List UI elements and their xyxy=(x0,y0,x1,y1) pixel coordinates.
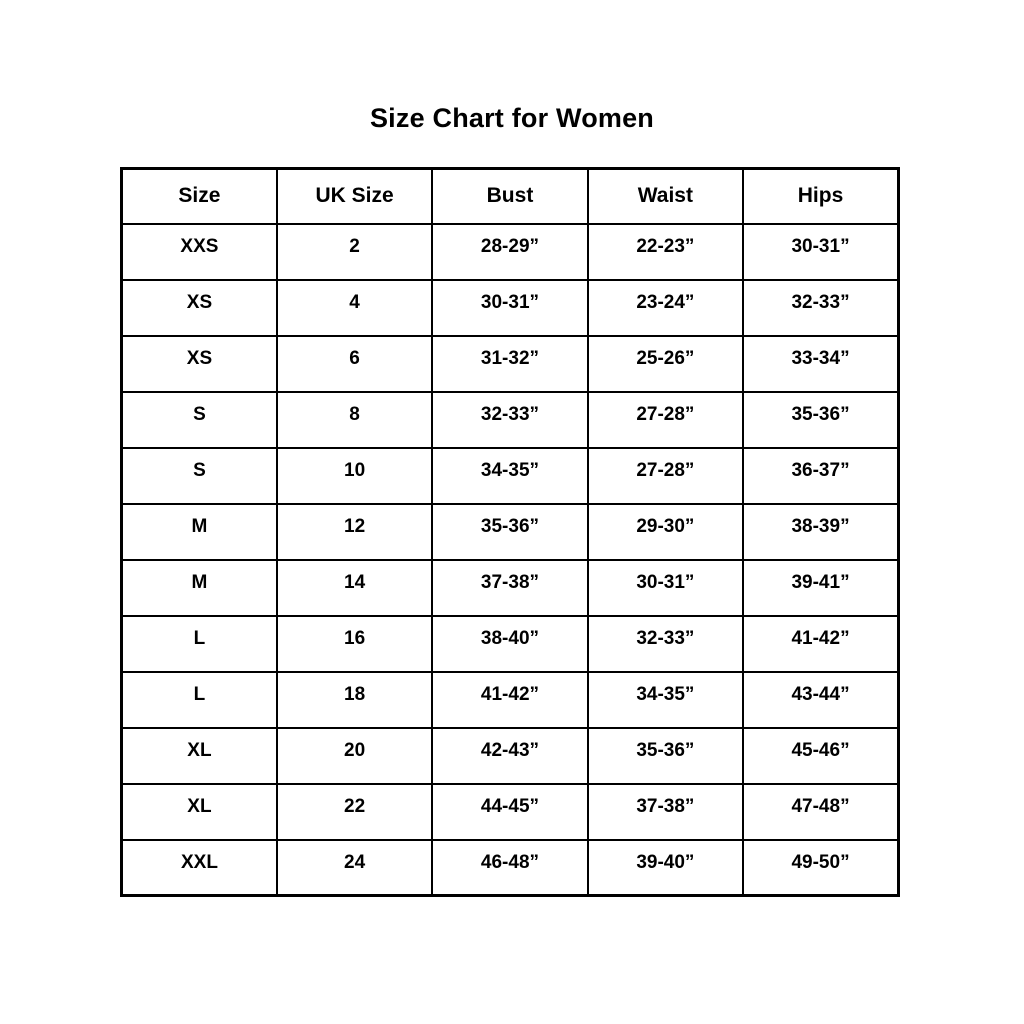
table-cell: XL xyxy=(122,784,277,840)
table-cell: 39-40” xyxy=(588,840,743,896)
table-cell: 38-39” xyxy=(743,504,898,560)
table-cell: 10 xyxy=(277,448,432,504)
table-row xyxy=(122,840,899,896)
table-cell: 25-26” xyxy=(588,336,743,392)
table-cell: 16 xyxy=(277,616,432,672)
table-cell: 35-36” xyxy=(432,504,587,560)
table-cell: 27-28” xyxy=(588,448,743,504)
table-cell: S xyxy=(122,448,277,504)
table-cell: 12 xyxy=(277,504,432,560)
table-row xyxy=(122,504,899,560)
table-cell: 47-48” xyxy=(743,784,898,840)
table-cell: 34-35” xyxy=(432,448,587,504)
table-row xyxy=(122,280,899,336)
table-cell: L xyxy=(122,616,277,672)
table-cell: 31-32” xyxy=(432,336,587,392)
table-cell: 29-30” xyxy=(588,504,743,560)
table-cell: 23-24” xyxy=(588,280,743,336)
table-cell: 46-48” xyxy=(432,840,587,896)
table-cell: 35-36” xyxy=(743,392,898,448)
table-cell: 41-42” xyxy=(432,672,587,728)
table-cell: S xyxy=(122,392,277,448)
table-cell: 2 xyxy=(277,224,432,280)
size-table-header xyxy=(122,169,899,224)
table-cell: 32-33” xyxy=(588,616,743,672)
table-cell: 34-35” xyxy=(588,672,743,728)
size-chart-table xyxy=(120,167,900,897)
table-cell: L xyxy=(122,672,277,728)
table-cell: 22-23” xyxy=(588,224,743,280)
table-cell: 30-31” xyxy=(588,560,743,616)
table-cell: 28-29” xyxy=(432,224,587,280)
table-cell: 38-40” xyxy=(432,616,587,672)
column-header-uk-size: UK Size xyxy=(277,169,432,224)
table-cell: 43-44” xyxy=(743,672,898,728)
table-cell: 37-38” xyxy=(432,560,587,616)
table-cell: 6 xyxy=(277,336,432,392)
table-cell: 39-41” xyxy=(743,560,898,616)
table-cell: 20 xyxy=(277,728,432,784)
table-cell: 32-33” xyxy=(432,392,587,448)
table-row xyxy=(122,616,899,672)
table-cell: XS xyxy=(122,280,277,336)
table-cell: 18 xyxy=(277,672,432,728)
table-row xyxy=(122,224,899,280)
table-row xyxy=(122,560,899,616)
table-cell: M xyxy=(122,560,277,616)
header-row xyxy=(122,169,899,224)
column-header-size: Size xyxy=(122,169,277,224)
table-cell: 24 xyxy=(277,840,432,896)
size-table-body xyxy=(122,224,899,896)
table-cell: 42-43” xyxy=(432,728,587,784)
table-row xyxy=(122,392,899,448)
table-cell: 33-34” xyxy=(743,336,898,392)
table-cell: 45-46” xyxy=(743,728,898,784)
table-cell: XXS xyxy=(122,224,277,280)
table-cell: 44-45” xyxy=(432,784,587,840)
chart-title: Size Chart for Women xyxy=(369,103,655,133)
column-header-waist: Waist xyxy=(588,169,743,224)
table-cell: 49-50” xyxy=(743,840,898,896)
table-cell: 27-28” xyxy=(588,392,743,448)
table-row xyxy=(122,728,899,784)
table-row xyxy=(122,672,899,728)
table-cell: 41-42” xyxy=(743,616,898,672)
table-cell: 8 xyxy=(277,392,432,448)
table-cell: 22 xyxy=(277,784,432,840)
table-cell: 14 xyxy=(277,560,432,616)
column-header-hips: Hips xyxy=(743,169,898,224)
table-cell: 37-38” xyxy=(588,784,743,840)
table-cell: 30-31” xyxy=(743,224,898,280)
table-row xyxy=(122,448,899,504)
column-header-bust: Bust xyxy=(432,169,587,224)
table-cell: 35-36” xyxy=(588,728,743,784)
table-cell: 4 xyxy=(277,280,432,336)
table-cell: M xyxy=(122,504,277,560)
table-cell: XS xyxy=(122,336,277,392)
table-cell: XXL xyxy=(122,840,277,896)
table-row xyxy=(122,784,899,840)
table-cell: 32-33” xyxy=(743,280,898,336)
table-cell: 30-31” xyxy=(432,280,587,336)
table-row xyxy=(122,336,899,392)
table-cell: 36-37” xyxy=(743,448,898,504)
table-cell: XL xyxy=(122,728,277,784)
